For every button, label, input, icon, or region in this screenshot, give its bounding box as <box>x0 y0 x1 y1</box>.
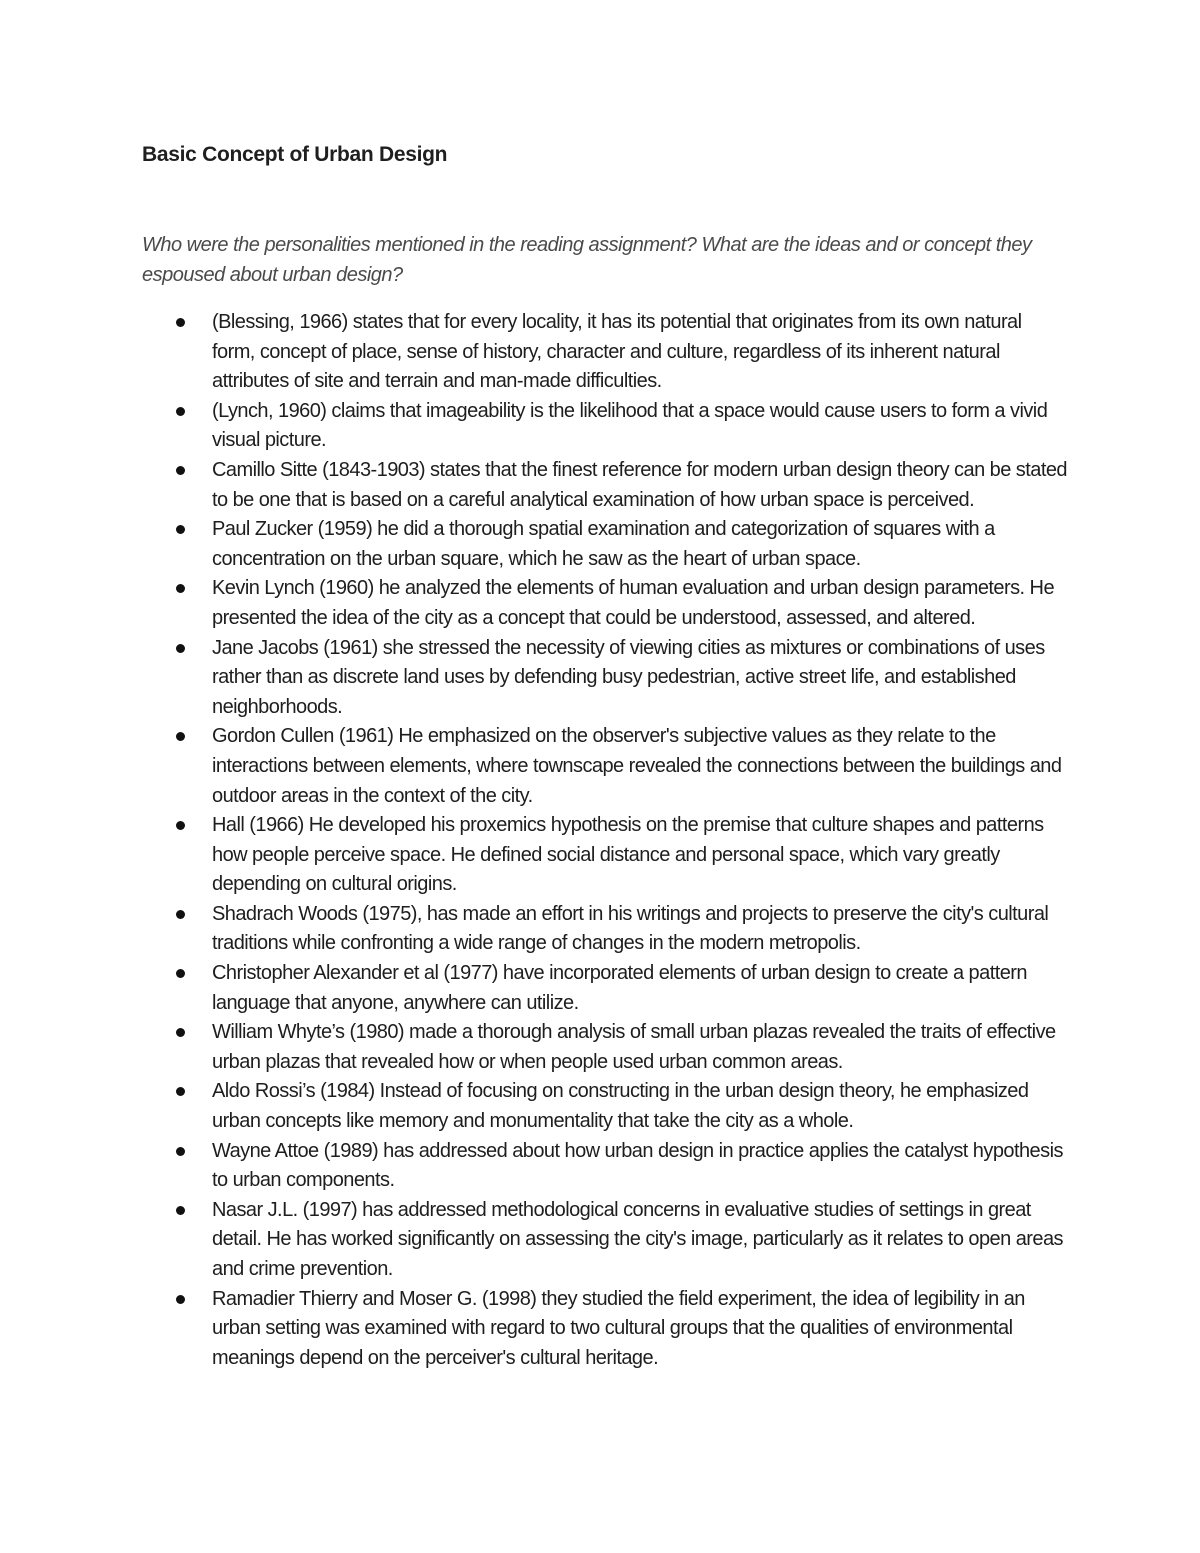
list-item-text: (Blessing, 1966) states that for every locality, it has its potential that originates from its own natural form, concept of place, sense of history, character and culture, regardless of its inherent natural attributes of site and terrain and man-made difficulties. <box>212 311 1022 393</box>
bullet-icon <box>176 466 185 475</box>
question-prompt: Who were the personalities mentioned in the reading assignment? What are the ideas and or concept they espoused about urban design? <box>142 234 1032 286</box>
bullet-icon <box>176 732 185 741</box>
list-item-text: Kevin Lynch (1960) he analyzed the elements of human evaluation and urban design parameters. He presented the idea of the city as a concept that could be understood, assessed, and altered. <box>212 577 1055 629</box>
list-item <box>212 900 1067 959</box>
list-item-text: Camillo Sitte (1843-1903) states that the finest reference for modern urban design theory can be stated to be one that is based on a careful analytical examination of how urban space is perceived. <box>212 458 1067 511</box>
list-item <box>212 811 1067 900</box>
bullet-icon <box>176 318 185 327</box>
list-item-text: Paul Zucker (1959) he did a thorough spatial examination and categorization of squares with a concentration on the urban square, which he saw as the heart of urban space. <box>212 518 995 570</box>
bullet-icon <box>176 407 185 416</box>
list-item <box>212 1077 1067 1136</box>
list-item <box>212 308 1067 397</box>
bullet-icon <box>176 1087 185 1096</box>
list-item <box>212 456 1067 515</box>
list-item-text: Gordon Cullen (1961) He emphasized on the observer's subjective values as they relate to the interactions between elements, where townscape revealed the connections between the buildings and outdoor areas in the context of the city. <box>212 725 1062 807</box>
list-item <box>212 1196 1067 1285</box>
bullet-icon <box>176 1147 185 1156</box>
list-item <box>212 1137 1067 1196</box>
bullet-icon <box>176 1206 185 1215</box>
list-item <box>212 1018 1067 1077</box>
document-title: Basic Concept of Urban Design <box>142 143 448 166</box>
list-item <box>212 397 1067 456</box>
bullet-icon <box>176 910 185 919</box>
list-item-text: (Lynch, 1960) claims that imageability is the likelihood that a space would cause users to form a vivid visual picture. <box>212 399 1048 452</box>
list-item <box>212 574 1067 633</box>
list-item-text: William Whyte’s (1980) made a thorough analysis of small urban plazas revealed the traits of effective urban plazas that revealed how or when people used urban common areas. <box>212 1021 1056 1073</box>
bullet-icon <box>176 584 185 593</box>
list-item <box>212 515 1067 574</box>
list-item <box>212 722 1067 811</box>
bullet-icon <box>176 1295 185 1304</box>
bullet-icon <box>176 525 185 534</box>
list-item-text: Aldo Rossi’s (1984) Instead of focusing on constructing in the urban design theory, he emphasized urban concepts like memory and monumentality that take the city as a whole. <box>212 1080 1029 1133</box>
bullet-icon <box>176 644 185 653</box>
bullet-icon <box>176 969 185 978</box>
list-item-text: Hall (1966) He developed his proxemics hypothesis on the premise that culture shapes and patterns how people perceive space. He defined social distance and personal space, which vary greatly depending on cultural origins. <box>212 814 1044 896</box>
bullet-list <box>212 308 1067 1373</box>
list-item-text: Nasar J.L. (1997) has addressed methodological concerns in evaluative studies of settings in great detail. He has worked significantly on assessing the city's image, particularly as it relates to open areas and crime prevention. <box>212 1198 1063 1280</box>
list-item-text: Shadrach Woods (1975), has made an effort in his writings and projects to preserve the city's cultural traditions while confronting a wide range of changes in the modern metropolis. <box>212 902 1049 955</box>
bullet-icon <box>176 1028 185 1037</box>
list-item <box>212 959 1067 1018</box>
bullet-icon <box>176 821 185 830</box>
list-item-text: Wayne Attoe (1989) has addressed about how urban design in practice applies the catalyst hypothesis to urban components. <box>212 1139 1063 1192</box>
list-item-text: Christopher Alexander et al (1977) have incorporated elements of urban design to create a pattern language that anyone, anywhere can utilize. <box>212 962 1027 1014</box>
list-item-text: Jane Jacobs (1961) she stressed the necessity of viewing cities as mixtures or combinations of uses rather than as discrete land uses by defending busy pedestrian, active street life, and established neighborhoods. <box>212 636 1045 718</box>
list-item <box>212 634 1067 723</box>
list-item <box>212 1285 1067 1374</box>
list-item-text: Ramadier Thierry and Moser G. (1998) they studied the field experiment, the idea of legibility in an urban setting was examined with regard to two cultural groups that the qualities of environmental meanings depend on the perceiver's cultural heritage. <box>212 1287 1025 1369</box>
